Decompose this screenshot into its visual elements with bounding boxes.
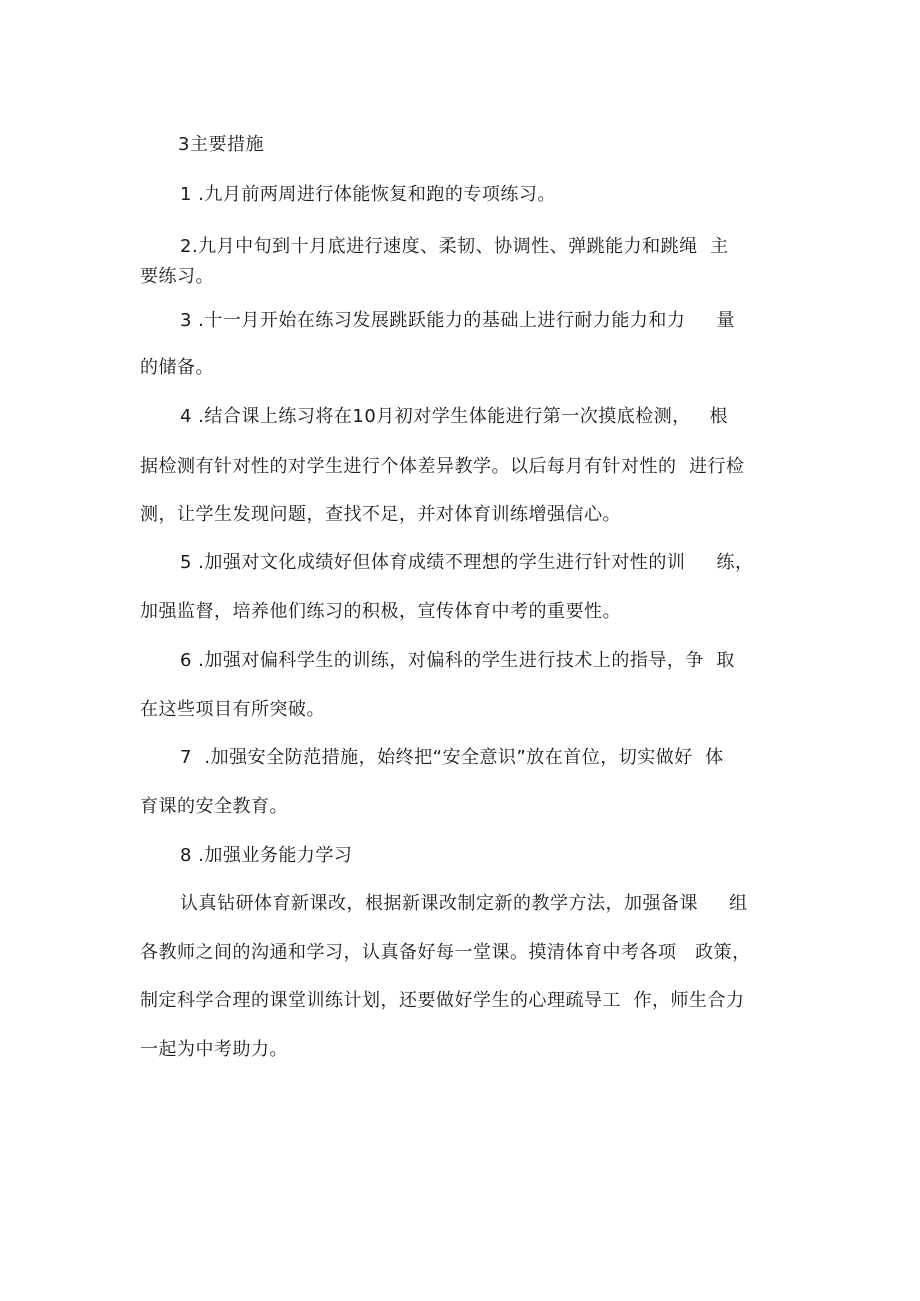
measure-1: 1 .九月前两周进行体能恢复和跑的专项练习。 [180,184,556,205]
measure-7-line-1: 7 .加强安全防范措施，始终把“安全意识”放在首位，切实做好 体 [180,747,724,768]
closing-line-1: 认真钻研体育新课改，根据新课改制定新的教学方法，加强备课 组 [180,893,748,914]
measure-8: 8 .加强业务能力学习 [180,845,353,866]
measure-4-line-1: 4 .结合课上练习将在10月初对学生体能进行第一次摸底检测， 根 [180,406,728,427]
measure-6-line-1: 6 .加强对偏科学生的训练，对偏科的学生进行技术上的指导，争 取 [180,650,735,671]
measure-3-line-1: 3 .十一月开始在练习发展跳跃能力的基础上进行耐力能力和力 量 [180,310,736,331]
measure-4-line-3: 测，让学生发现问题，查找不足，并对体育训练增强信心。 [140,504,621,525]
measure-4-line-2: 据检测有针对性的对学生进行个体差异教学。以后每月有针对性的 进行检 [140,456,745,477]
closing-line-3: 制定科学合理的课堂训练计划，还要做好学生的心理疏导工 作，师生合力 [140,990,745,1011]
measure-5-line-1: 5 .加强对文化成绩好但体育成绩不理想的学生进行针对性的训 练， [180,552,754,573]
measure-3-line-2: 的储备。 [140,357,214,378]
section-heading: 3主要措施 [178,134,264,155]
measure-2-line-1: 2.九月中旬到十月底进行速度、柔韧、协调性、弹跳能力和跳绳 主 [180,236,729,257]
closing-line-4: 一起为中考助力。 [140,1039,288,1060]
closing-line-2: 各教师之间的沟通和学习，认真备好每一堂课。摸清体育中考各项 政策， [140,942,751,963]
measure-6-line-2: 在这些项目有所突破。 [140,699,325,720]
measure-5-line-2: 加强监督，培养他们练习的积极，宣传体育中考的重要性。 [140,601,621,622]
measure-7-line-2: 育课的安全教育。 [140,796,288,817]
measure-2-line-2: 要练习。 [140,266,214,287]
